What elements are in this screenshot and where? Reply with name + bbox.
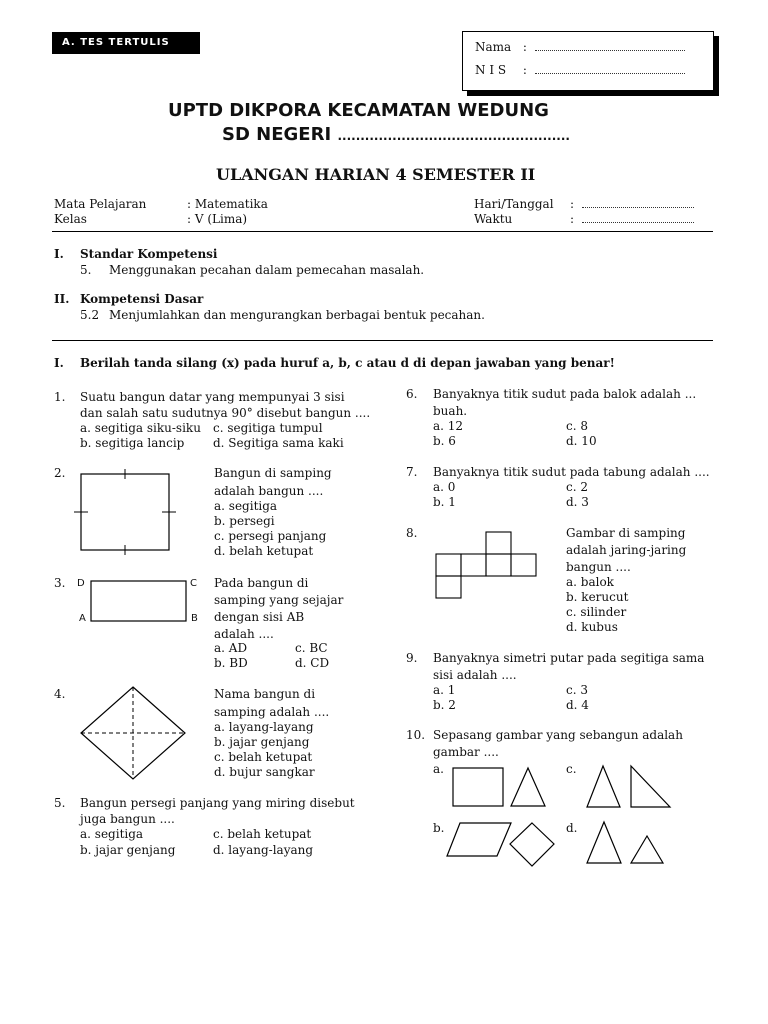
small-triangle-shape — [631, 836, 663, 863]
q3-num: 3. — [54, 576, 66, 590]
q4-option-b[interactable]: b. jajar genjang — [214, 735, 310, 749]
right-triangle-shape — [631, 766, 670, 807]
q4-option-a[interactable]: a. layang-layang — [214, 720, 314, 734]
q2-option-d[interactable]: d. belah ketupat — [214, 544, 314, 558]
rhombus-shape — [510, 823, 554, 866]
q10-text-2: gambar .... — [433, 745, 499, 759]
school-label: SD NEGERI — [222, 124, 332, 145]
instruction-num: I. — [54, 356, 64, 370]
q10-option-c-figure — [586, 764, 676, 810]
nis-field[interactable] — [535, 63, 685, 74]
q8-text-2: adalah jaring-jaring — [566, 543, 687, 557]
q1-text-1: Suatu bangun datar yang mempunyai 3 sisi — [80, 390, 345, 404]
q3-label-c: C — [190, 578, 197, 589]
q6-option-a[interactable]: a. 12 — [433, 419, 464, 433]
nama-row — [475, 40, 685, 54]
q7-option-b[interactable]: b. 1 — [433, 495, 456, 509]
q4-option-c[interactable]: c. belah ketupat — [214, 750, 313, 764]
hari-label: Hari/Tanggal — [474, 197, 554, 211]
q10-option-c[interactable]: c. — [566, 762, 577, 776]
divider-mid — [52, 340, 713, 341]
nis-sep: : — [522, 63, 527, 77]
q9-option-d[interactable]: d. 4 — [566, 698, 589, 712]
q4-option-d[interactable]: d. bujur sangkar — [214, 765, 315, 779]
q8-option-d[interactable]: d. kubus — [566, 620, 618, 634]
waktu-sep: : — [570, 212, 575, 226]
q1-option-a[interactable]: a. segitiga siku-siku — [80, 421, 201, 435]
kelas-label: Kelas — [54, 212, 87, 226]
q9-option-c[interactable]: c. 3 — [566, 683, 588, 697]
q2-option-a[interactable]: a. segitiga — [214, 499, 278, 513]
header-line2 — [222, 124, 570, 145]
q3-option-c[interactable]: c. BC — [295, 641, 328, 655]
q5-num: 5. — [54, 796, 66, 810]
q3-text-1: Pada bangun di — [214, 576, 309, 590]
q8-option-a[interactable]: a. balok — [566, 575, 614, 589]
kd-num: II. — [54, 292, 70, 306]
waktu-label: Waktu — [474, 212, 513, 226]
q8-cube-net-figure — [436, 531, 542, 599]
q8-num: 8. — [406, 526, 418, 540]
q1-text-2: dan salah satu sudutnya 90° disebut bangun .... — [80, 406, 371, 420]
q2-option-c[interactable]: c. persegi panjang — [214, 529, 327, 543]
q2-text-1: Bangun di samping — [214, 466, 332, 480]
cube-net-squares — [436, 532, 536, 598]
q3-rectangle-figure — [74, 577, 204, 627]
q2-text-2: adalah bangun .... — [214, 484, 324, 498]
header-line1: UPTD DIKPORA KECAMATAN WEDUNG — [168, 100, 549, 121]
exam-title: ULANGAN HARIAN 4 SEMESTER II — [216, 165, 536, 184]
q4-text-1: Nama bangun di — [214, 687, 316, 701]
q5-option-a[interactable]: a. segitiga — [80, 827, 144, 841]
sk-title: Standar Kompetensi — [80, 247, 218, 261]
q4-text-2: samping adalah .... — [214, 705, 330, 719]
q5-option-c[interactable]: c. belah ketupat — [213, 827, 312, 841]
kelas-value: : V (Lima) — [187, 212, 248, 226]
q10-option-b[interactable]: b. — [433, 821, 445, 835]
q3-label-d: D — [77, 578, 85, 589]
nama-sep: : — [522, 40, 527, 54]
q3-text-3: dengan sisi AB — [214, 610, 305, 624]
sk-num: I. — [54, 247, 64, 261]
mapel-value: : Matematika — [187, 197, 268, 211]
q1-option-d[interactable]: d. Segitiga sama kaki — [213, 436, 344, 450]
q4-rhombus-figure — [80, 686, 190, 781]
q7-num: 7. — [406, 465, 418, 479]
q3-text-4: adalah .... — [214, 627, 274, 641]
q6-option-c[interactable]: c. 8 — [566, 419, 588, 433]
q6-text-1: Banyaknya titik sudut pada balok adalah ... — [433, 387, 697, 401]
q10-num: 10. — [406, 728, 426, 742]
square-shape — [81, 474, 169, 550]
waktu-field[interactable] — [570, 212, 694, 226]
q5-option-b[interactable]: b. jajar genjang — [80, 843, 176, 857]
q9-num: 9. — [406, 651, 418, 665]
triangle-shape — [511, 768, 545, 806]
q10-text-1: Sepasang gambar yang sebangun adalah — [433, 728, 683, 742]
nis-label: N I S — [475, 63, 507, 77]
kd-title: Kompetensi Dasar — [80, 292, 204, 306]
q2-option-b[interactable]: b. persegi — [214, 514, 275, 528]
mapel-label: Mata Pelajaran — [54, 197, 147, 211]
q3-label-b: B — [191, 613, 198, 624]
hari-field[interactable] — [570, 197, 694, 211]
kd-item-num: 5.2 — [80, 308, 100, 322]
q10-option-b-figure — [446, 821, 558, 869]
nis-row — [475, 63, 685, 77]
q3-option-d[interactable]: d. CD — [295, 656, 330, 670]
q5-text-1: Bangun persegi panjang yang miring disebut — [80, 796, 355, 810]
q9-option-a[interactable]: a. 1 — [433, 683, 456, 697]
triangle-shape — [587, 822, 621, 863]
q9-text-2: sisi adalah .... — [433, 668, 517, 682]
q8-text-3: bangun .... — [566, 560, 631, 574]
q1-num: 1. — [54, 390, 66, 404]
q8-text-1: Gambar di samping — [566, 526, 686, 540]
q5-option-d[interactable]: d. layang-layang — [213, 843, 314, 857]
sk-item-num: 5. — [80, 263, 92, 277]
rectangle-shape — [453, 768, 503, 806]
q2-num: 2. — [54, 466, 66, 480]
divider-top — [52, 231, 713, 232]
triangle-shape — [587, 766, 620, 807]
parallelogram-shape — [447, 823, 511, 856]
q5-text-2: juga bangun .... — [80, 812, 175, 826]
q8-option-b[interactable]: b. kerucut — [566, 590, 629, 604]
kd-item: Menjumlahkan dan mengurangkan berbagai bentuk pecahan. — [109, 308, 485, 322]
q6-text-2: buah. — [433, 404, 468, 418]
q8-option-c[interactable]: c. silinder — [566, 605, 627, 619]
q9-text-1: Banyaknya simetri putar pada segitiga sama — [433, 651, 705, 665]
rectangle-shape — [91, 581, 186, 621]
q7-option-a[interactable]: a. 0 — [433, 480, 456, 494]
q3-label-a: A — [79, 613, 86, 624]
q9-option-b[interactable]: b. 2 — [433, 698, 456, 712]
nama-label: Nama — [475, 40, 512, 54]
q10-option-a[interactable]: a. — [433, 762, 444, 776]
hari-sep: : — [570, 197, 575, 211]
q7-option-c[interactable]: c. 2 — [566, 480, 588, 494]
hari-dots — [582, 197, 694, 208]
q10-option-d-figure — [586, 820, 666, 866]
q7-option-d[interactable]: d. 3 — [566, 495, 589, 509]
q1-option-b[interactable]: b. segitiga lancip — [80, 436, 185, 450]
school-name-field: ................................................... — [337, 129, 570, 143]
q6-option-d[interactable]: d. 10 — [566, 434, 597, 448]
instruction-text: Berilah tanda silang (x) pada huruf a, b, c atau d di depan jawaban yang benar! — [80, 356, 615, 370]
waktu-dots — [582, 212, 694, 223]
id-box — [462, 31, 714, 91]
q3-text-2: samping yang sejajar — [214, 593, 344, 607]
q3-option-a[interactable]: a. AD — [214, 641, 248, 655]
q3-option-b[interactable]: b. BD — [214, 656, 248, 670]
q4-num: 4. — [54, 687, 66, 701]
nama-field[interactable] — [535, 40, 685, 51]
q1-option-c[interactable]: c. segitiga tumpul — [213, 421, 323, 435]
q6-num: 6. — [406, 387, 418, 401]
sk-item: Menggunakan pecahan dalam pemecahan masalah. — [109, 263, 425, 277]
q10-option-a-figure — [452, 766, 552, 808]
section-badge: A. TES TERTULIS — [52, 32, 200, 54]
q6-option-b[interactable]: b. 6 — [433, 434, 456, 448]
q10-option-d[interactable]: d. — [566, 821, 578, 835]
q2-square-figure — [72, 466, 182, 556]
q7-text-1: Banyaknya titik sudut pada tabung adalah .... — [433, 465, 710, 479]
